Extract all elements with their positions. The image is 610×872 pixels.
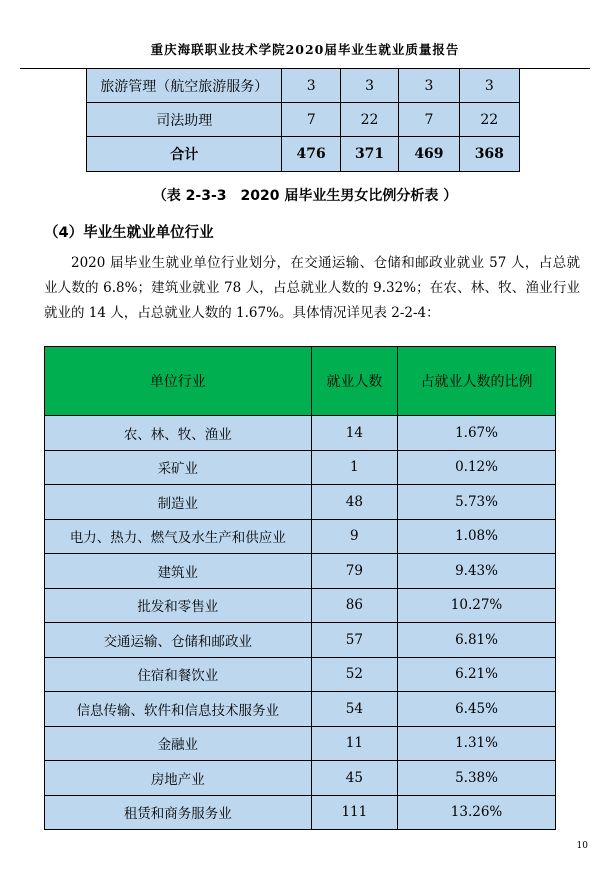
industry-table — [44, 346, 556, 830]
column-header: 就业人数 — [311, 347, 397, 416]
table-row — [45, 588, 556, 623]
ratio-cell: 6.81% — [398, 623, 556, 658]
section-heading: （4）毕业生就业单位行业 — [44, 225, 214, 241]
industry-cell: 交通运输、仓储和邮政业 — [45, 623, 312, 658]
table-row — [45, 692, 556, 727]
table-row — [45, 519, 556, 554]
value-cell: 3 — [399, 69, 459, 103]
ratio-cell: 5.38% — [398, 761, 556, 796]
industry-cell: 批发和零售业 — [45, 588, 312, 623]
major-name-cell: 旅游管理（航空旅游服务） — [87, 69, 282, 103]
total-value-cell: 371 — [340, 137, 398, 172]
table-row — [45, 554, 556, 589]
column-header: 单位行业 — [45, 347, 312, 416]
ratio-cell: 10.27% — [398, 588, 556, 623]
industry-cell: 信息传输、软件和信息技术服务业 — [45, 692, 312, 727]
industry-cell: 电力、热力、燃气及水生产和供应业 — [45, 519, 312, 554]
industry-cell: 金融业 — [45, 726, 312, 761]
count-cell: 54 — [311, 692, 397, 727]
table-total-row — [87, 137, 520, 172]
count-cell: 86 — [311, 588, 397, 623]
table-row — [45, 623, 556, 658]
value-cell: 7 — [399, 103, 459, 137]
value-cell: 3 — [340, 69, 398, 103]
count-cell: 11 — [311, 726, 397, 761]
ratio-cell: 1.08% — [398, 519, 556, 554]
table-row — [45, 657, 556, 692]
count-cell: 52 — [311, 657, 397, 692]
ratio-cell: 1.67% — [398, 416, 556, 451]
table-row — [45, 485, 556, 520]
value-cell: 7 — [282, 103, 340, 137]
industry-cell: 租赁和商务服务业 — [45, 795, 312, 830]
table-row — [45, 726, 556, 761]
ratio-cell: 5.73% — [398, 485, 556, 520]
ratio-cell: 0.12% — [398, 450, 556, 485]
ratio-cell: 6.45% — [398, 692, 556, 727]
industry-cell: 房地产业 — [45, 761, 312, 796]
industry-cell: 建筑业 — [45, 554, 312, 589]
table-row — [45, 795, 556, 830]
ratio-cell: 1.31% — [398, 726, 556, 761]
table-row — [45, 450, 556, 485]
table-row — [87, 69, 520, 103]
total-value-cell: 476 — [282, 137, 340, 172]
column-header: 占就业人数的比例 — [398, 347, 556, 416]
value-cell: 3 — [282, 69, 340, 103]
ratio-cell: 13.26% — [398, 795, 556, 830]
count-cell: 45 — [311, 761, 397, 796]
count-cell: 57 — [311, 623, 397, 658]
major-name-cell: 司法助理 — [87, 103, 282, 137]
count-cell: 48 — [311, 485, 397, 520]
total-value-cell: 368 — [459, 137, 519, 172]
total-label-cell: 合计 — [87, 137, 282, 172]
industry-cell: 制造业 — [45, 485, 312, 520]
table-row — [45, 761, 556, 796]
total-value-cell: 469 — [399, 137, 459, 172]
table-row — [87, 103, 520, 137]
section-paragraph: 2020 届毕业生就业单位行业划分，在交通运输、仓储和邮政业就业 57 人，占总就业人数的 6.8%；建筑业就业 78 人，占总就业人数的 9.32%；在农、林、牧、渔业行业就业的 14 人，占总就业人数的 1.67%。具体情况详见表 2-2-4： — [44, 255, 580, 321]
value-cell: 22 — [340, 103, 398, 137]
ratio-cell: 9.43% — [398, 554, 556, 589]
count-cell: 79 — [311, 554, 397, 589]
table-row — [45, 416, 556, 451]
count-cell: 1 — [311, 450, 397, 485]
value-cell: 22 — [459, 103, 519, 137]
industry-cell: 住宿和餐饮业 — [45, 657, 312, 692]
count-cell: 9 — [311, 519, 397, 554]
industry-cell: 采矿业 — [45, 450, 312, 485]
report-header-title: 重庆海联职业技术学院2020届毕业生就业质量报告 — [150, 42, 460, 57]
count-cell: 14 — [311, 416, 397, 451]
ratio-cell: 6.21% — [398, 657, 556, 692]
gender-ratio-table-continued — [86, 69, 520, 172]
table-caption: （表 2-3-3 2020 届毕业生男女比例分析表 ） — [152, 188, 458, 204]
count-cell: 111 — [311, 795, 397, 830]
value-cell: 3 — [459, 69, 519, 103]
table-header-row — [45, 347, 556, 416]
page-number: 10 — [576, 841, 588, 851]
industry-cell: 农、林、牧、渔业 — [45, 416, 312, 451]
